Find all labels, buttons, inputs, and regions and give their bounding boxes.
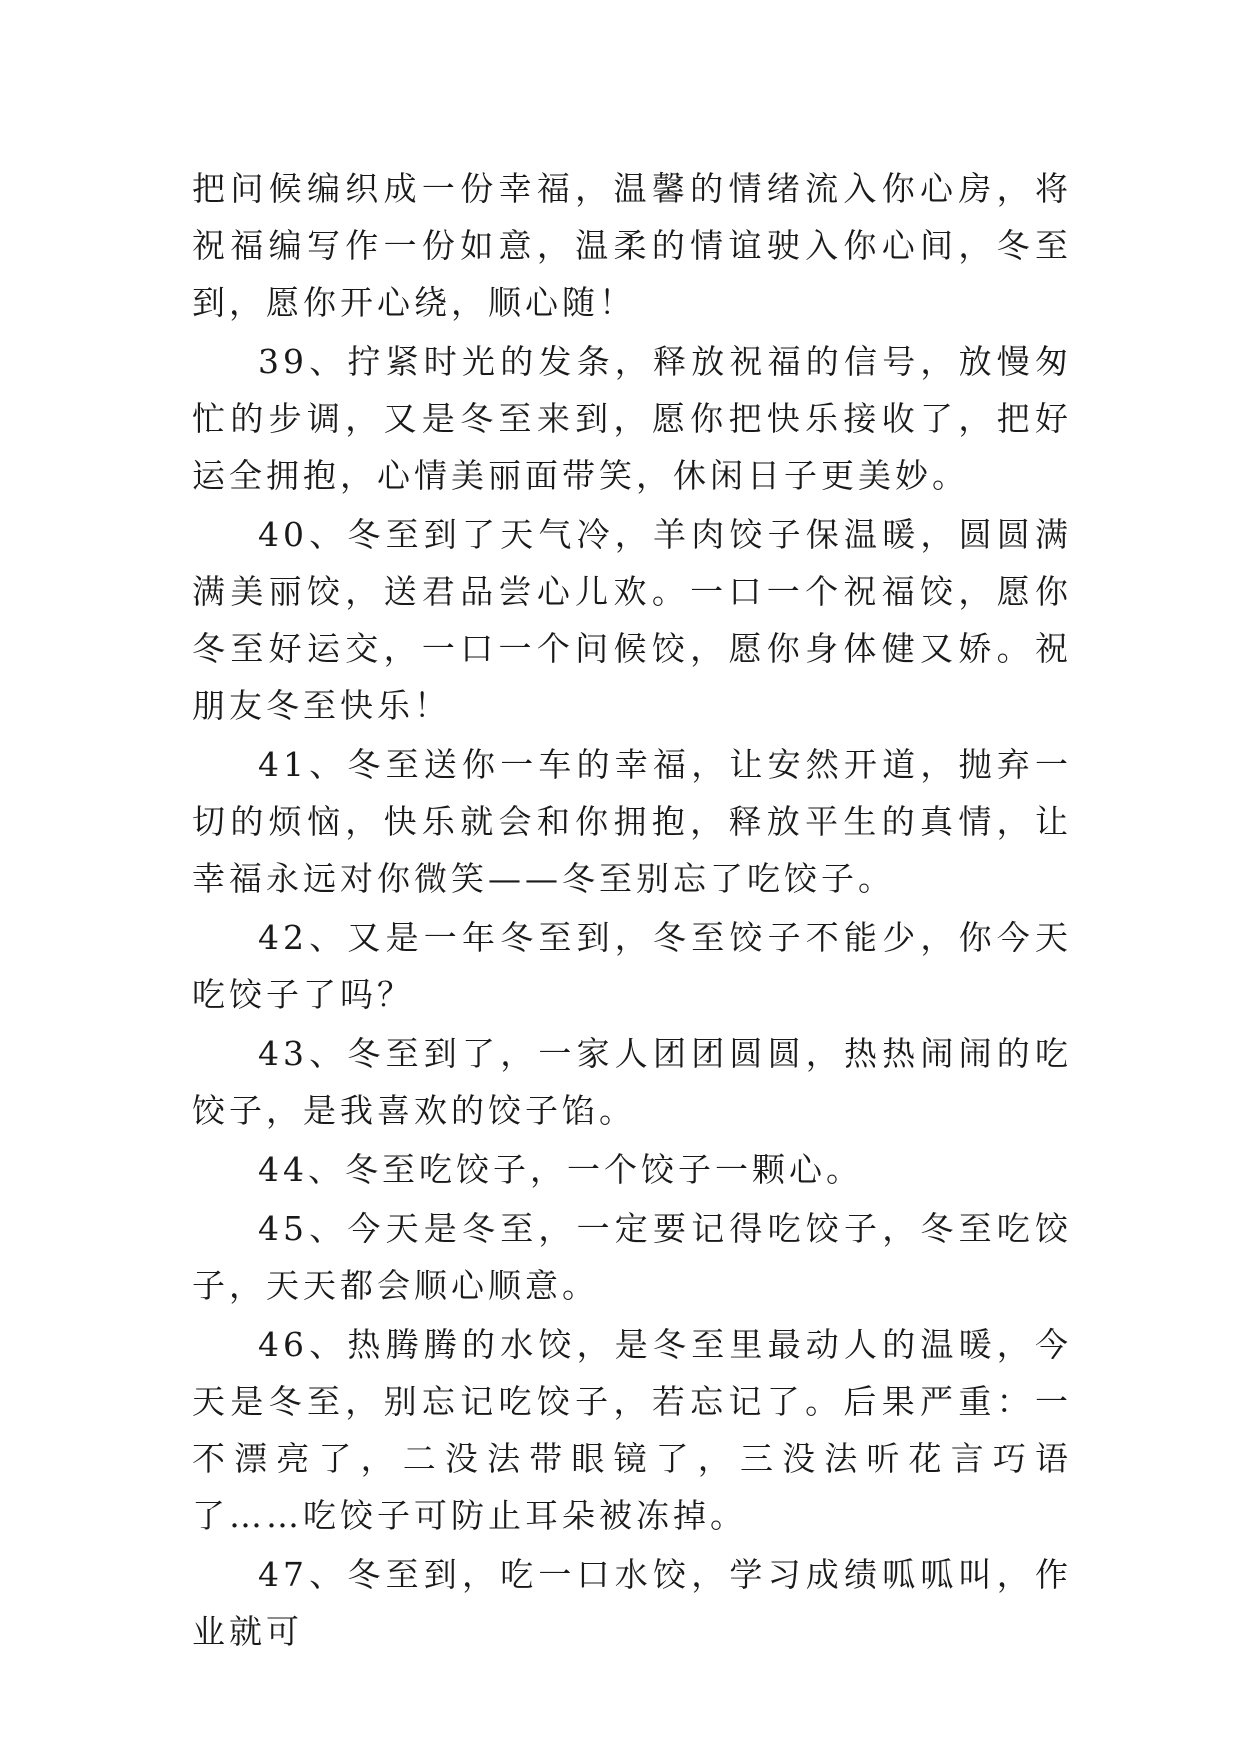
paragraph: 43、冬至到了，一家人团团圆圆，热热闹闹的吃饺子，是我喜欢的饺子馅。 — [192, 1034, 1072, 1130]
paragraph: 45、今天是冬至，一定要记得吃饺子，冬至吃饺子，天天都会顺心顺意。 — [192, 1209, 1072, 1305]
paragraph: 46、热腾腾的水饺，是冬至里最动人的温暖，今天是冬至，别忘记吃饺子，若忘记了。后果严重：一不漂亮了，二没法带眼镜了，三没法听花言巧语了……吃饺子可防止耳朵被冻掉。 — [192, 1325, 1072, 1535]
paragraph: 42、又是一年冬至到，冬至饺子不能少，你今天吃饺子了吗？ — [192, 918, 1072, 1014]
paragraph: 41、冬至送你一车的幸福，让安然开道，抛弃一切的烦恼，快乐就会和你拥抱，释放平生的真情，让幸福永远对你微笑——冬至别忘了吃饺子。 — [192, 745, 1072, 898]
document-body — [192, 160, 1072, 1662]
paragraph: 47、冬至到，吃一口水饺，学习成绩呱呱叫，作业就可 — [192, 1555, 1072, 1651]
paragraph: 39、拧紧时光的发条，释放祝福的信号，放慢匆忙的步调，又是冬至来到，愿你把快乐接收了，把好运全拥抱，心情美丽面带笑，休闲日子更美妙。 — [192, 342, 1072, 495]
paragraph: 40、冬至到了天气冷，羊肉饺子保温暖，圆圆满满美丽饺，送君品尝心儿欢。一口一个祝福饺，愿你冬至好运交，一口一个问候饺，愿你身体健又娇。祝朋友冬至快乐！ — [192, 515, 1072, 725]
paragraph: 把问候编织成一份幸福，温馨的情绪流入你心房，将祝福编写作一份如意，温柔的情谊驶入你心间，冬至到，愿你开心绕，顺心随！ — [192, 169, 1072, 322]
paragraph: 44、冬至吃饺子，一个饺子一颗心。 — [258, 1150, 863, 1189]
